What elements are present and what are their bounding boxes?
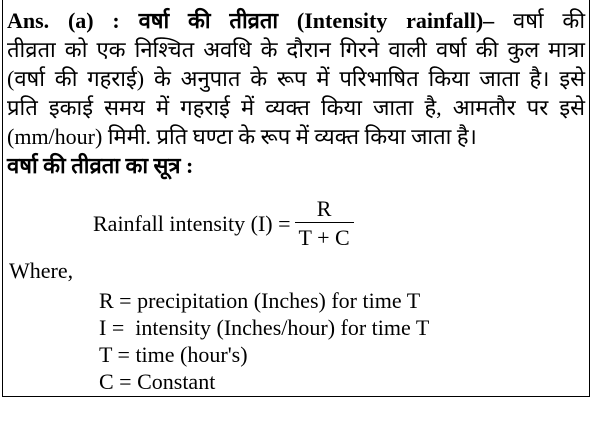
answer-line: (mm/hour) मिमी. प्रति घण्टा के रूप में व्यक्त किया जाता है।: [7, 124, 477, 149]
formula-denominator: T + C: [295, 222, 354, 251]
definition-item: I = intensity (Inches/hour) for time T: [99, 315, 430, 340]
definition-item: C = Constant: [99, 369, 216, 394]
answer-line-1: [7, 6, 585, 35]
formula: [93, 196, 354, 251]
definition-item: T = time (hour's): [99, 342, 248, 367]
answer-heading: वर्षा की तीव्रता (Intensity rainfall)–: [138, 8, 495, 33]
answer-line: तीव्रता को एक निश्चित अवधि के दौरान गिरने वाली वर्षा की कुल मात्रा: [7, 37, 585, 62]
answer-label: Ans. (a) :: [7, 8, 120, 33]
answer-box: [2, 0, 590, 397]
formula-lhs: Rainfall intensity (I) =: [93, 210, 291, 236]
definition-item: R = precipitation (Inches) for time T: [99, 288, 421, 313]
where-label: Where,: [9, 258, 74, 283]
answer-line: (वर्षा की गहराई) के अनुपात के रूप में परिभाषित किया जाता है। इसे: [7, 66, 585, 91]
formula-fraction: [295, 196, 354, 251]
formula-numerator: R: [316, 196, 332, 221]
formula-heading: वर्षा की तीव्रता का सूत्र :: [7, 153, 194, 178]
answer-line1-rest: वर्षा की: [512, 8, 586, 33]
definitions-list: [99, 287, 429, 395]
answer-line: प्रति इकाई समय में गहराई में व्यक्त किया जाता है, आमतौर पर इसे: [7, 95, 585, 120]
